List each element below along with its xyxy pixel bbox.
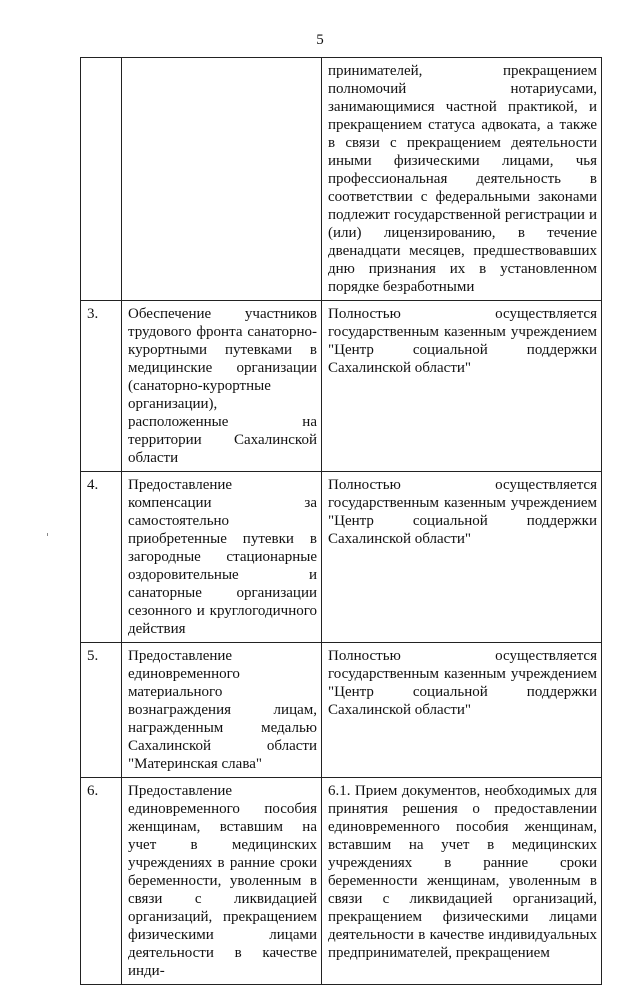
service-provider: Полностью осуществляется государственным казенным учреждением "Центр социальной поддержки Сахалинской области"	[322, 301, 602, 472]
service-provider: Полностью осуществляется государственным казенным учреждением "Центр социальной поддержки Сахалинской области"	[322, 472, 602, 643]
service-name: Предоставление единовременного пособия женщинам, вставшим на учет в медицинских учреждениях в ранние сроки беременности, уволенным в связи с ликвидацией организаций, прекращением физическими лицами деятельности в качестве инди-	[122, 778, 322, 985]
service-name: Обеспечение участников трудового фронта санаторно-курортными путевками в медицинские организации (санаторно-курортные организации), расположенные на территории Сахалинской области	[122, 301, 322, 472]
table-row	[81, 472, 602, 643]
service-provider: принимателей, прекращением полномочий нотариусами, занимающимися частной практикой, и прекращением статуса адвоката, а также в связи с прекращением деятельности иными физическими лицами, чья профессиональная деятельность в соответствии с федеральными законами подлежит государственной регистрации и (или) лицензированию, в течение двенадцати месяцев, предшествовавших дню признания их в установленном порядке безработными	[322, 58, 602, 301]
service-name: Предоставление единовременного материального вознаграждения лицам, награжденным медалью Сахалинской области "Материнская слава"	[122, 643, 322, 778]
table-row	[81, 643, 602, 778]
service-provider: 6.1. Прием документов, необходимых для принятия решения о предоставлении единовременного пособия женщинам, вставшим на учет в медицинских учреждениях в ранние сроки беременности женщинам, уволенным в связи с ликвидацией организаций, прекращением физическими лицами деятельности в качестве индивидуальных предпринимателей, прекращением	[322, 778, 602, 985]
row-number	[81, 58, 122, 301]
service-name	[122, 58, 322, 301]
table-row	[81, 58, 602, 301]
service-name: Предоставление компенсации за самостоятельно приобретенные путевки в загородные стационарные оздоровительные и санаторные организации сезонного и круглогодичного действия	[122, 472, 322, 643]
row-number: 3.	[81, 301, 122, 472]
margin-mark	[47, 533, 48, 536]
table-row	[81, 778, 602, 985]
row-number: 5.	[81, 643, 122, 778]
page-number: 5	[316, 32, 324, 48]
table-row	[81, 301, 602, 472]
services-table	[80, 57, 602, 985]
row-number: 6.	[81, 778, 122, 985]
service-provider: Полностью осуществляется государственным казенным учреждением "Центр социальной поддержки Сахалинской области"	[322, 643, 602, 778]
row-number: 4.	[81, 472, 122, 643]
